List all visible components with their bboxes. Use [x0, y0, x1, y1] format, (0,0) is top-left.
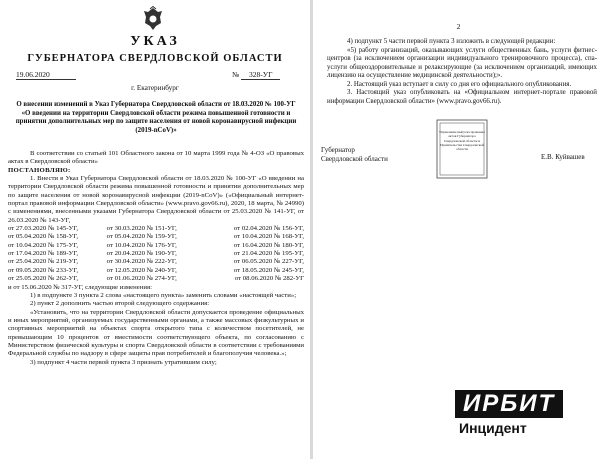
amendment-cell: от 25.05.2020 № 262-УГ,: [8, 275, 79, 283]
amendment-cell: от 05.04.2020 № 159-УГ,: [106, 233, 177, 241]
page-2-body: [327, 38, 597, 106]
decree-title: О внесении изменений в Указ Губернатора Свердловской области от 18.03.2020 № 100-УГ «О введении на территории Свердловской области режима повышенной готовности и принятии дополнительных мер по защите населения от новой коронавирусной инфекции (2019-nCoV)»: [15, 101, 297, 134]
table-row: [8, 233, 304, 241]
logo-line-2: Инцидент: [455, 420, 531, 436]
postanovlyayu: ПОСТАНОВЛЯЮ:: [8, 166, 71, 174]
amendments-table: [8, 225, 304, 283]
table-row: [8, 250, 304, 258]
amendment-cell: от 10.04.2020 № 176-УГ,: [106, 241, 177, 249]
amendment-cell: от 20.04.2020 № 190-УГ,: [106, 250, 177, 258]
table-row: [8, 275, 304, 283]
number-value: 328-УГ: [241, 70, 280, 80]
signature-title: [321, 146, 388, 164]
stamp-text: Управление выпуска правовых актов Губернатора Свердловской области и Правительства Свердловской области: [439, 130, 485, 152]
paragraph-1: 1. Внести в Указ Губернатора Свердловской области от 18.03.2020 № 100-УГ «О введении на территории Свердловской области режима повышенной готовности и принятии дополнительных мер по защите населения от новой коронавирусной инфекции (2019-nCoV)» («Официальный интернет-портал правовой информации Свердловской области» (www.pravo.gov66.ru), 2020, 18 марта, № 24990) с изменениями, внесенными указами Губернатора Свердловской области от 25.03.2020 № 141-УГ, от 26.03.2020 № 143-УГ,: [8, 175, 304, 224]
table-row: [8, 267, 304, 275]
table-row: [8, 225, 304, 233]
amendment-cell: от 09.05.2020 № 233-УГ,: [8, 266, 79, 274]
amendment-cell: от 01.06.2020 № 274-УГ,: [106, 275, 177, 283]
irbit-incident-logo: [455, 390, 595, 438]
amendment-cell: от 18.05.2020 № 245-УГ,: [233, 266, 304, 274]
amendment-cell: от 30.04.2020 № 222-УГ,: [106, 258, 177, 266]
subparagraph-4-quote: «5) работу организаций, оказывающих услуги общественных бань, услуги фитнес-центров (за исключением организации индивидуального тренировочного процесса), спа-услуги общеоздоровительные и релаксирующие (за исключением организаций, имеющих лицензию на осуществление медицинской деятельности);».: [327, 46, 597, 79]
amendment-cell: от 12.05.2020 № 240-УГ,: [106, 266, 177, 274]
decree-heading: УКАЗ: [130, 34, 180, 49]
signature-title-line-2: Свердловской области: [321, 155, 388, 163]
governor-heading: ГУБЕРНАТОРА СВЕРДЛОВСКОЙ ОБЛАСТИ: [27, 53, 283, 64]
amendment-cell: от 02.04.2020 № 156-УГ,: [233, 225, 304, 233]
amendment-cell: от 21.04.2020 № 195-УГ,: [233, 250, 304, 258]
signature-title-line-1: Губернатор: [321, 146, 355, 154]
amendment-cell: от 30.03.2020 № 151-УГ,: [106, 225, 177, 233]
amendment-cell: от 16.04.2020 № 180-УГ,: [233, 241, 304, 249]
amendment-cell: от 17.04.2020 № 189-УГ,: [8, 250, 79, 258]
table-row: [8, 242, 304, 250]
subparagraph-2-quote: «Установить, что на территории Свердловской области допускается проведение официальных и иных мероприятий, организуемых государственными органами, а также массовых физкультурных и спортивных мероприятий на объектах спорта открытого типа с количеством посетителей, не превышающим 10 процентов от вместимости соответствующего объекта, по согласованию с Министерством физической культуры и спорта Свердловской области в соответствии с требованиями Федеральной службы по надзору в сфере защиты прав потребителей и благополучия человека.»;: [8, 308, 304, 358]
signature-name: Е.В. Куйвашев: [541, 153, 585, 161]
decree-number: [232, 70, 280, 79]
number-label: №: [232, 70, 240, 79]
amendment-cell: от 10.04.2020 № 175-УГ,: [8, 241, 79, 249]
subparagraph-3: 3) подпункт 4 части первой пункта 3 признать утратившим силу;: [30, 358, 217, 366]
amendment-cell: от 25.04.2020 № 219-УГ,: [8, 258, 79, 266]
page-number: 2: [456, 22, 461, 31]
preamble: В соответствии со статьей 101 Областного закона от 10 марта 1999 года № 4-ОЗ «О правовых актах в Свердловской области»: [8, 150, 304, 166]
amendment-cell: от 10.04.2020 № 168-УГ,: [233, 233, 304, 241]
subparagraph-1: 1) в подпункте 3 пункта 2 слова «настоящего пункта» заменить словами «настоящей части»;: [30, 291, 297, 299]
table-row: [8, 258, 304, 266]
decree-date: 19.06.2020: [16, 70, 76, 80]
amendment-cell: от 06.05.2020 № 227-УГ,: [233, 258, 304, 266]
city: г. Екатеринбург: [131, 84, 179, 92]
amendment-cell: от 27.03.2020 № 145-УГ,: [8, 225, 79, 233]
amendment-cell: от 08.06.2020 № 282-УГ: [234, 275, 304, 283]
paragraph-3: 3. Настоящий указ опубликовать на «Официальном интернет-портале правовой информации Свердловской области» (www.pravo.gov66.ru).: [327, 89, 597, 105]
coat-of-arms-icon: [140, 6, 166, 32]
subparagraph-2: 2) пункт 2 дополнить частью второй следующего содержания:: [30, 300, 210, 308]
subparagraph-4: 4) подпункт 5 части первой пункта 3 изложить в следующей редакции:: [347, 38, 556, 45]
paragraph-2: 2. Настоящий указ вступает в силу со дня его официального опубликования.: [347, 80, 572, 88]
logo-line-1: ИРБИТ: [455, 390, 563, 418]
amendment-cell: от 05.04.2020 № 158-УГ,: [8, 233, 79, 241]
decree-body: [8, 150, 304, 367]
paragraph-1-tail: и от 15.06.2020 № 317-УГ, следующие изменения:: [8, 283, 152, 291]
